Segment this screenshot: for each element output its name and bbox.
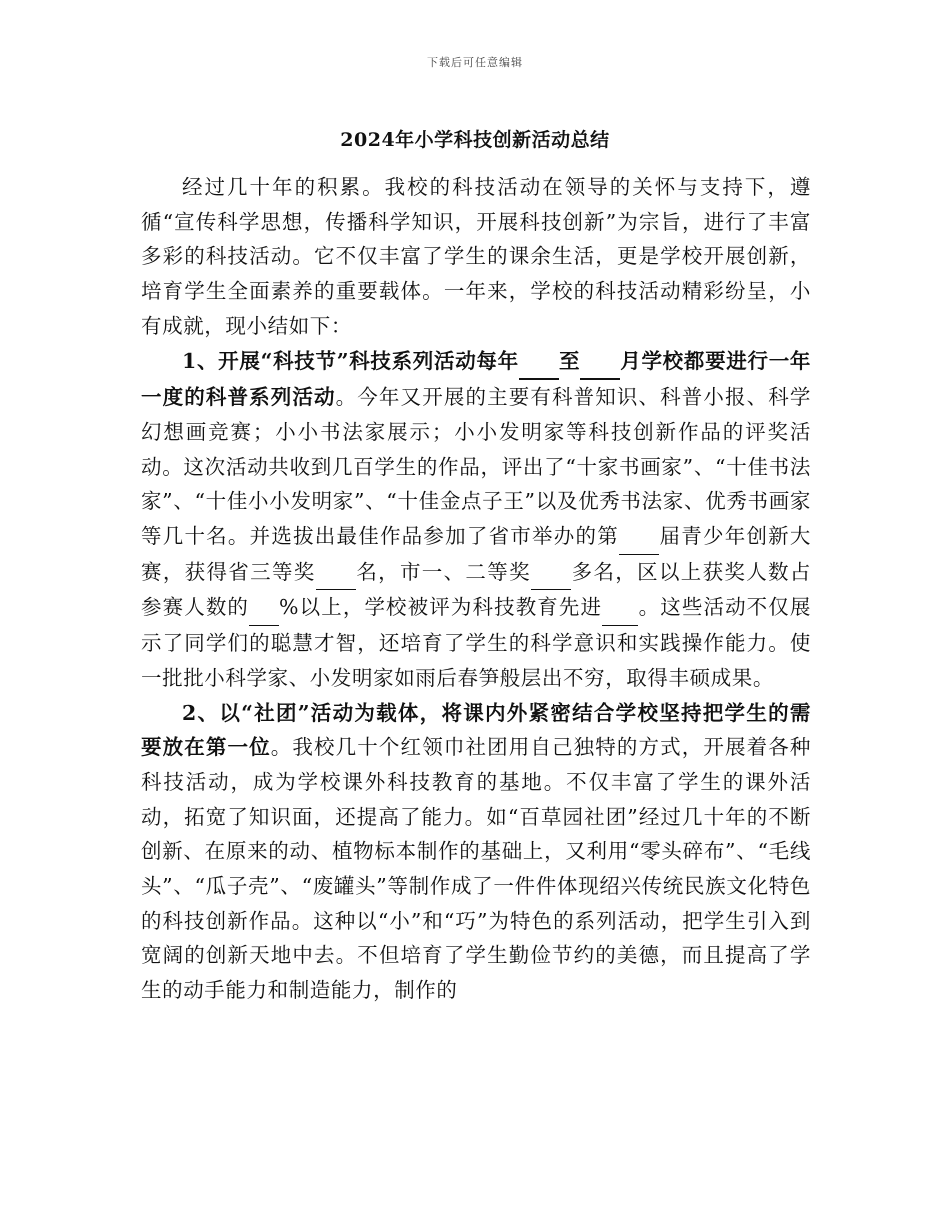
section-1-lead-part-b: 至 (558, 348, 581, 373)
section-1-lead-part-a: 1、开展“科技节”科技系列活动每年 (182, 348, 519, 373)
document-title: 2024年小学科技创新活动总结 (340, 129, 610, 151)
section-1-text-f: 。这些活动不仅展示了同学们的聪慧才智，还培育了学生的科学意识和实践操作能力。使一批批小科学家、小发明家如雨后春笋般层出不穷，取得丰硕成果。 (141, 595, 811, 690)
fill-blank (249, 590, 279, 626)
section-2-paragraph (141, 696, 811, 1008)
section-2-lead: 2、以“社团”活动为载体，将课内外紧密结合学校坚持把学生的需要放在第一位 (141, 700, 811, 760)
document-body (141, 170, 811, 1008)
section-2-text: 。我校几十个红领巾社团用自己独特的方式，开展着各种科技活动，成为学校课外科技教育的基地。不仅丰富了学生的课外活动，拓宽了知识面，还提高了能力。如“百草园社团”经过几十年的不断创新、在原来的动、植物标本制作的基础上，又利用“零头碎布”、“毛线头”、“瓜子壳”、“废罐头”等制作成了一件件体现绍兴传统民族文化特色的科技创新作品。这种以“小”和“巧”为特色的系列活动，把学生引入到宽阔的创新天地中去。不但培育了学生勤俭节约的美德，而且提高了学生的动手能力和制造能力，制作的 (141, 735, 811, 1003)
fill-blank (602, 590, 638, 626)
section-1-lead-part-c: 月学校都要进行一年一度的科普系列活动 (141, 348, 811, 410)
fill-blank (531, 555, 571, 591)
section-1-text-c: 名，市一、二等奖 (355, 559, 531, 584)
section-1-text-d: 多名，区以上获奖人数占参赛人数的 (141, 559, 811, 620)
section-1-paragraph (141, 344, 811, 696)
fill-blank (316, 555, 356, 591)
section-1-text-e: %以上，学校被评为科技教育先进 (279, 595, 603, 620)
intro-paragraph (141, 170, 811, 344)
fill-blank (619, 519, 659, 555)
section-1-text-b: 届青少年创新大赛，获得省三等奖 (141, 524, 812, 584)
header-note: 下载后可任意编辑 (427, 56, 523, 69)
section-1-text-a: 。今年又开展的主要有科普知识、科普小报、科学幻想画竞赛；小小书法家展示；小小发明家等科技创新作品的评奖活动。这次活动共收到几百学生的作品，评出了“十家书画家”、“十佳书法家”、“十佳小小发明家”、“十佳金点子王”以及优秀书法家、优秀书画家等几十名。并选拔出最佳作品参加了省市举办的第 (141, 385, 811, 549)
fill-blank (519, 344, 559, 381)
fill-blank (580, 344, 620, 381)
intro-text: 经过几十年的积累。我校的科技活动在领导的关怀与支持下，遵循“宣传科学思想，传播科学知识，开展科技创新”为宗旨，进行了丰富多彩的科技活动。它不仅丰富了学生的课余生活，更是学校开展创新，培育学生全面素养的重要载体。一年来，学校的科技活动精彩纷呈，小有成就，现小结如下： (141, 175, 811, 338)
